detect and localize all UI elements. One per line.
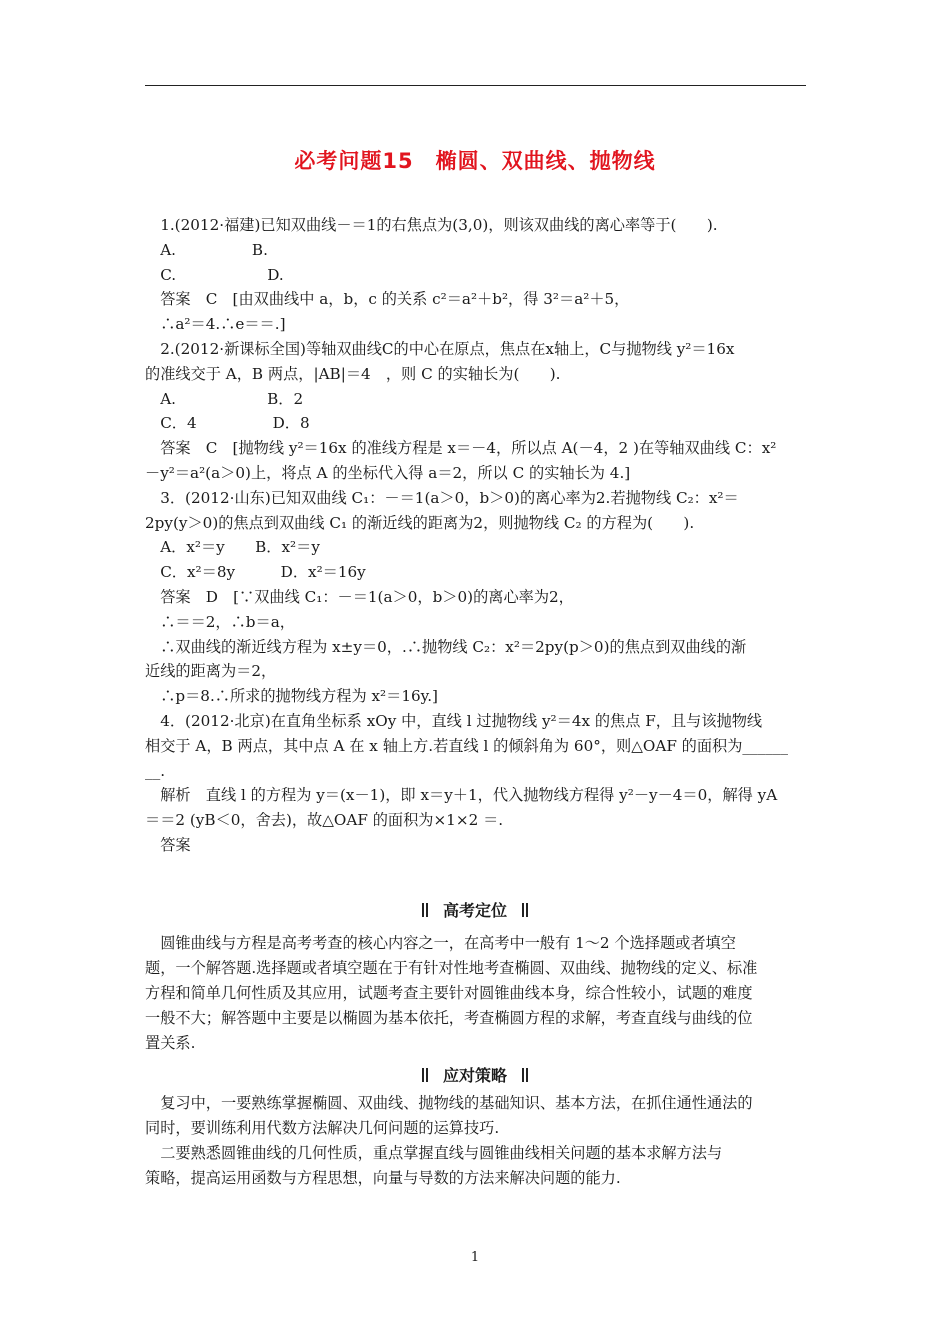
section-heading-text: 高考定位 (442, 901, 507, 920)
section-heading-strategy (0, 1063, 950, 1086)
text-line: ∴双曲线的渐近线方程为 x±y＝0，.∴抛物线 C₂：x²＝2py(p＞0)的焦点到双曲线的渐 (145, 637, 747, 656)
text-line: 同时，要训练利用代数方法解决几何问题的运算技巧. (145, 1119, 500, 1137)
text-line: 相交于 A，B 两点，其中点 A 在 x 轴上方.若直线 l 的倾斜角为 60°，则△OAF 的面积为______ (145, 736, 788, 755)
text-line: 答案 C [由双曲线中 a，b，c 的关系 c²＝a²＋b²，得 3²＝a²＋5， (145, 290, 630, 309)
text-line: 解析 直线 l 的方程为 y＝(x－1)，即 x＝y＋1，代入抛物线方程得 y²－y－4＝0，解得 yA (145, 786, 778, 805)
text-line: 题，一个解答题.选择题或者填空题在于有针对性地考查椭圆、双曲线、抛物线的定义、标准 (145, 959, 758, 977)
text-line: 4．(2012·北京)在直角坐标系 xOy 中，直线 l 过抛物线 y²＝4x 的焦点 F，且与该抛物线 (145, 712, 763, 730)
text-line: 置关系. (145, 1034, 196, 1052)
text-line: C．x²＝8y D．x²＝16y (145, 563, 366, 582)
text-line: 2.(2012·新课标全国)等轴双曲线C的中心在原点，焦点在x轴上，C与抛物线 y²＝16x (145, 340, 735, 358)
right-bar-ornament (521, 1066, 529, 1085)
section-heading-text: 应对策略 (442, 1066, 507, 1085)
text-line: ∴a²＝4.∴e＝＝.] (145, 315, 286, 334)
text-line: 策略，提高运用函数与方程思想，向量与导数的方法来解决问题的能力. (145, 1169, 621, 1187)
page-number: 1 (470, 1250, 480, 1265)
left-bar-ornament (421, 901, 429, 920)
text-line: A．x²＝y B．x²＝y (145, 538, 320, 557)
text-line: A. B．2 (145, 389, 304, 408)
text-line: 复习中，一要熟练掌握椭圆、双曲线、抛物线的基础知识、基本方法，在抓住通性通法的 (145, 1094, 753, 1112)
text-line: __. (145, 761, 166, 780)
text-line: 近线的距离为＝2， (145, 662, 277, 681)
text-line: 1.(2012·福建)已知双曲线－＝1的右焦点为(3,0)，则该双曲线的离心率等于( ). (145, 216, 718, 234)
text-line: ∴p＝8.∴所求的抛物线方程为 x²＝16y.] (145, 687, 438, 706)
page-title: 必考问题15 椭圆、双曲线、抛物线 (294, 149, 656, 173)
text-line: 方程和简单几何性质及其应用，试题考查主要针对圆锥曲线本身，综合性较小，试题的难度 (145, 984, 753, 1002)
header-rule (145, 85, 806, 86)
text-line: ＝＝2 (yB＜0，舍去)，故△OAF 的面积为×1×2 ＝. (145, 811, 504, 830)
right-bar-ornament (521, 901, 529, 920)
text-line: 答案 C [抛物线 y²＝16x 的准线方程是 x＝－4，所以点 A(－4，2 )在等轴双曲线 C：x² (145, 439, 777, 458)
text-line: ∴＝＝2，∴b＝a， (145, 612, 295, 631)
text-line: A. B. (145, 240, 268, 259)
text-line: 圆锥曲线与方程是高考考查的核心内容之一，在高考中一般有 1～2 个选择题或者填空 (145, 934, 736, 952)
text-line: C．4 D．8 (145, 414, 310, 433)
text-line: 3．(2012·山东)已知双曲线 C₁：－＝1(a＞0，b＞0)的离心率为2.若抛物线 C₂：x²＝ (145, 488, 739, 507)
text-line: 答案 D [∵双曲线 C₁：－＝1(a＞0，b＞0)的离心率为2， (145, 588, 574, 606)
text-line: 2py(y＞0)的焦点到双曲线 C₁ 的渐近线的距离为2，则抛物线 C₂ 的方程为( ). (145, 513, 695, 532)
text-line: －y²＝a²(a＞0)上，将点 A 的坐标代入得 a＝2，所以 C 的实轴长为 4.] (145, 464, 631, 482)
text-line: 二要熟悉圆锥曲线的几何性质，重点掌握直线与圆锥曲线相关问题的基本求解方法与 (145, 1144, 723, 1162)
text-line: 一般不大；解答题中主要是以椭圆为基本依托，考查椭圆方程的求解，考查直线与曲线的位 (145, 1009, 753, 1027)
text-line: 的准线交于 A，B 两点，|AB|＝4 ，则 C 的实轴长为( ). (145, 364, 561, 383)
left-bar-ornament (421, 1066, 429, 1085)
text-line: C. D. (145, 265, 284, 284)
section-heading-positioning (0, 898, 950, 921)
text-line: 答案 (145, 836, 191, 854)
